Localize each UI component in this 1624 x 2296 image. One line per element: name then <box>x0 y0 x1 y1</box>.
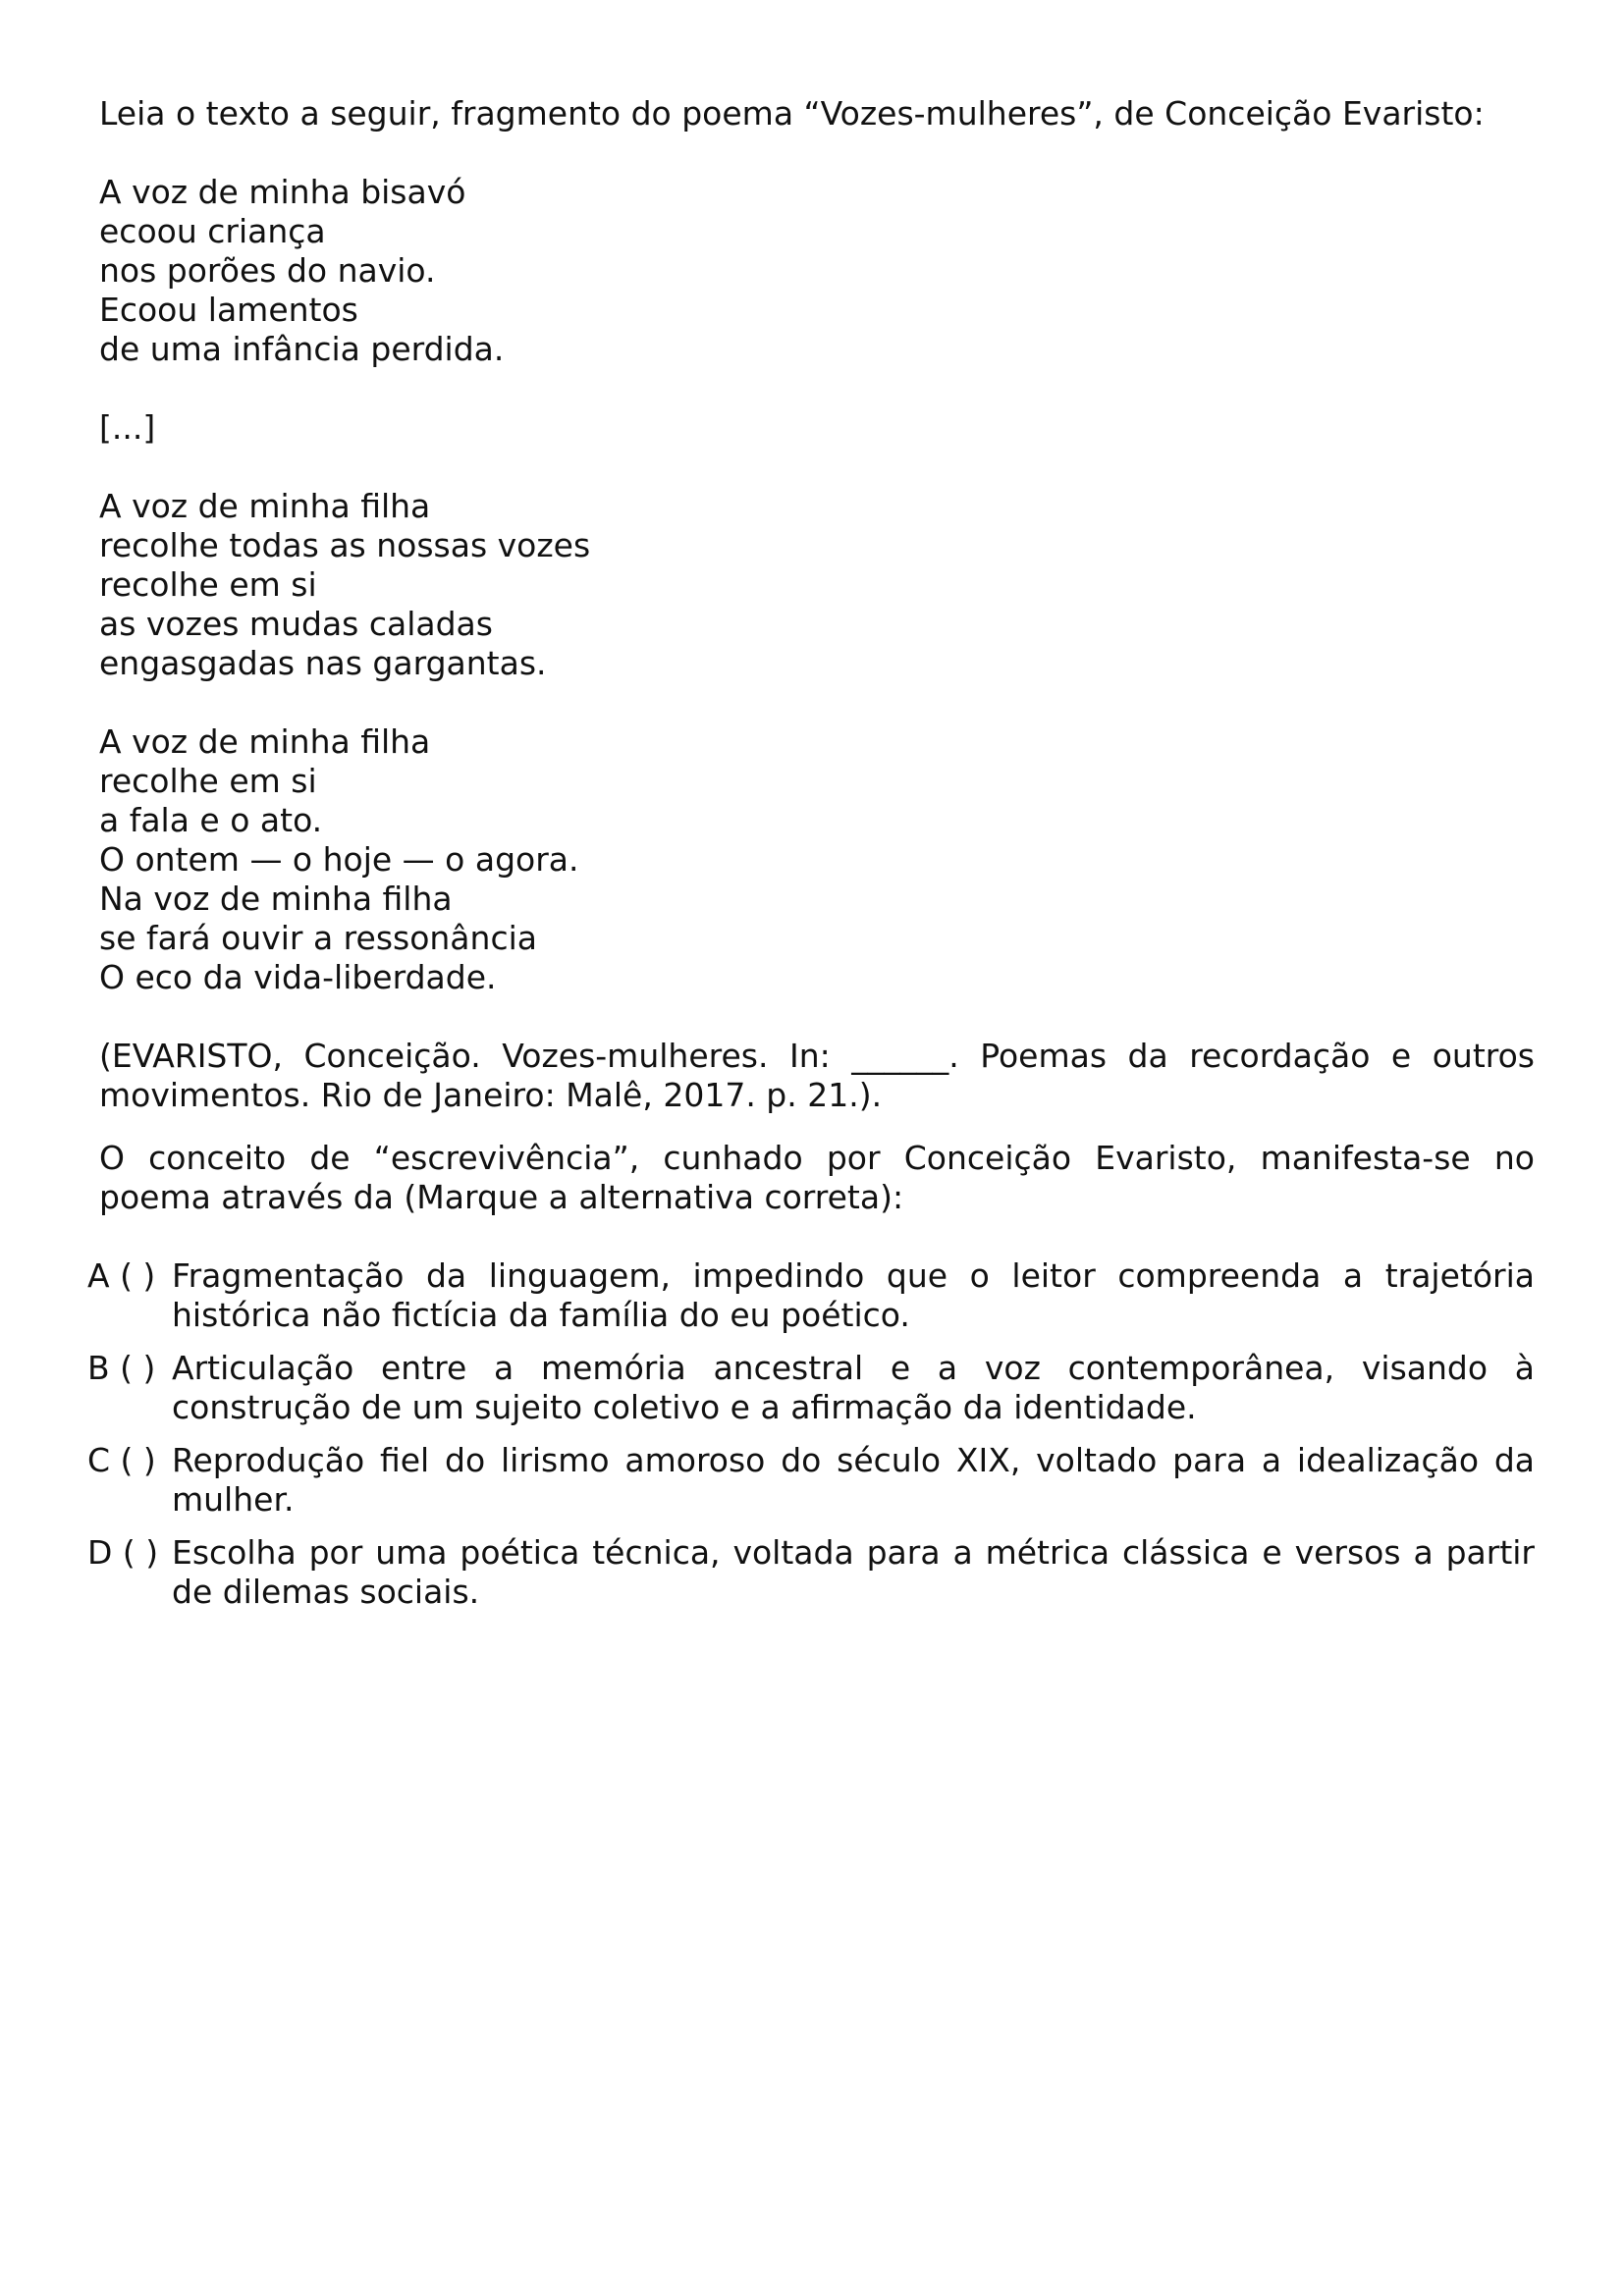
option-marker[interactable]: A ( ) <box>87 1256 156 1295</box>
poem-line: Ecoou lamentos <box>99 291 358 329</box>
poem-line: recolhe em si <box>99 762 317 800</box>
poem-line: se fará ouvir a ressonância <box>99 919 537 957</box>
intro-text: Leia o texto a seguir, fragmento do poema “Vozes-mulheres”, de Conceição Evaristo: <box>99 94 1485 133</box>
poem-line: recolhe todas as nossas vozes <box>99 526 591 564</box>
option-marker[interactable]: B ( ) <box>87 1349 156 1387</box>
poem-line: A voz de minha filha <box>99 487 431 525</box>
exam-page <box>87 94 1535 1626</box>
poem-line: nos porões do navio. <box>99 251 436 290</box>
option-text: Fragmentação da linguagem, impedindo que o leitor compreenda a trajetória histórica não fictícia da família do eu poético. <box>172 1256 1535 1334</box>
poem-line: A voz de minha filha <box>99 722 431 761</box>
option-text: Reprodução fiel do lirismo amoroso do século XIX, voltado para a idealização da mulher. <box>172 1441 1535 1519</box>
poem-ellipsis: [...] <box>99 408 156 447</box>
option-c[interactable] <box>87 1441 1535 1520</box>
poem-line: O eco da vida-liberdade. <box>99 958 497 996</box>
poem-line: Na voz de minha filha <box>99 880 453 918</box>
option-text: Escolha por uma poética técnica, voltada para a métrica clássica e versos a partir de dilemas sociais. <box>172 1533 1535 1611</box>
poem-line: engasgadas nas gargantas. <box>99 644 547 682</box>
poem-line: O ontem — o hoje — o agora. <box>99 840 579 879</box>
poem-line: as vozes mudas caladas <box>99 605 493 643</box>
poem-stanza-3 <box>99 722 1535 997</box>
option-marker[interactable]: C ( ) <box>87 1441 156 1479</box>
option-text: Articulação entre a memória ancestral e a voz contemporânea, visando à construção de um sujeito coletivo e a afirmação da identidade. <box>172 1349 1535 1426</box>
option-marker[interactable]: D ( ) <box>87 1533 159 1572</box>
poem-line: de uma infância perdida. <box>99 330 505 368</box>
option-d[interactable] <box>87 1533 1535 1612</box>
question-prompt: O conceito de “escrevivência”, cunhado por Conceição Evaristo, manifesta-se no poema através da (Marque a alternativa correta): <box>99 1139 1535 1216</box>
poem-line: a fala e o ato. <box>99 801 323 839</box>
option-b[interactable] <box>87 1349 1535 1427</box>
poem-stanza-1 <box>99 173 1535 369</box>
option-a[interactable] <box>87 1256 1535 1335</box>
poem-line: recolhe em si <box>99 565 317 604</box>
poem-line: ecoou criança <box>99 212 326 250</box>
answer-options <box>87 1256 1535 1612</box>
poem-line: A voz de minha bisavó <box>99 173 466 211</box>
poem-stanza-2 <box>99 487 1535 683</box>
citation: (EVARISTO, Conceição. Vozes-mulheres. In: ______. Poemas da recordação e outros movimentos. Rio de Janeiro: Malê, 2017. p. 21.). <box>99 1037 1535 1114</box>
